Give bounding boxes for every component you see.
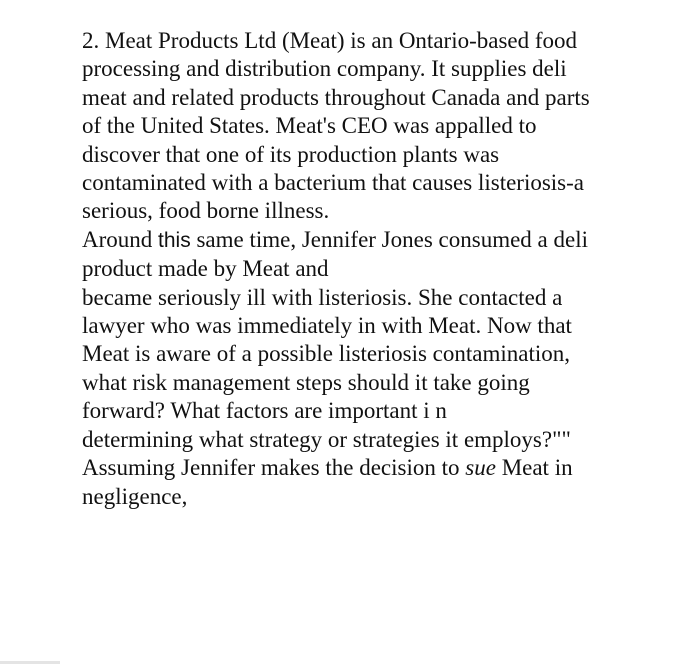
text-line-16-end: Meat in — [495, 455, 573, 481]
text-line-5: discover that one of its production plants was — [82, 141, 500, 167]
text-line-11: lawyer who was immediately in with Meat. Now that — [82, 313, 572, 339]
text-line-8-end: same time, Jennifer Jones consumed a deli — [190, 226, 588, 252]
text-line-8-start: Around — [82, 226, 159, 252]
question-text — [82, 27, 682, 511]
text-line-16 — [82, 454, 682, 482]
text-line-8-sans-word: this — [158, 228, 191, 252]
text-line-1: 2. Meat Products Ltd (Meat) is an Ontario-based food — [82, 28, 578, 53]
text-line-17: negligence, — [82, 483, 188, 509]
text-line-15: determining what strategy or strategies it employs?"" — [82, 426, 571, 452]
text-line-14: forward? What factors are important i n — [82, 398, 447, 424]
text-line-16-start: Assuming Jennifer makes the decision to — [82, 455, 466, 481]
text-line-13: what risk management steps should it take going — [82, 369, 530, 395]
text-line-2: processing and distribution company. It supplies deli — [82, 56, 567, 82]
text-line-12: Meat is aware of a possible listeriosis contamination, — [82, 341, 570, 367]
text-line-10: became seriously ill with listeriosis. She contacted a — [82, 284, 563, 310]
text-line-8 — [82, 226, 682, 255]
text-line-3: meat and related products throughout Canada and parts — [82, 84, 590, 110]
text-line-4: of the United States. Meat's CEO was appalled to — [82, 113, 537, 139]
text-line-9: product made by Meat and — [82, 256, 329, 282]
text-line-16-italic-word: sue — [465, 455, 496, 481]
text-line-6: contaminated with a bacterium that causes listeriosis-a — [82, 170, 585, 196]
text-line-7: serious, food borne illness. — [82, 198, 330, 224]
